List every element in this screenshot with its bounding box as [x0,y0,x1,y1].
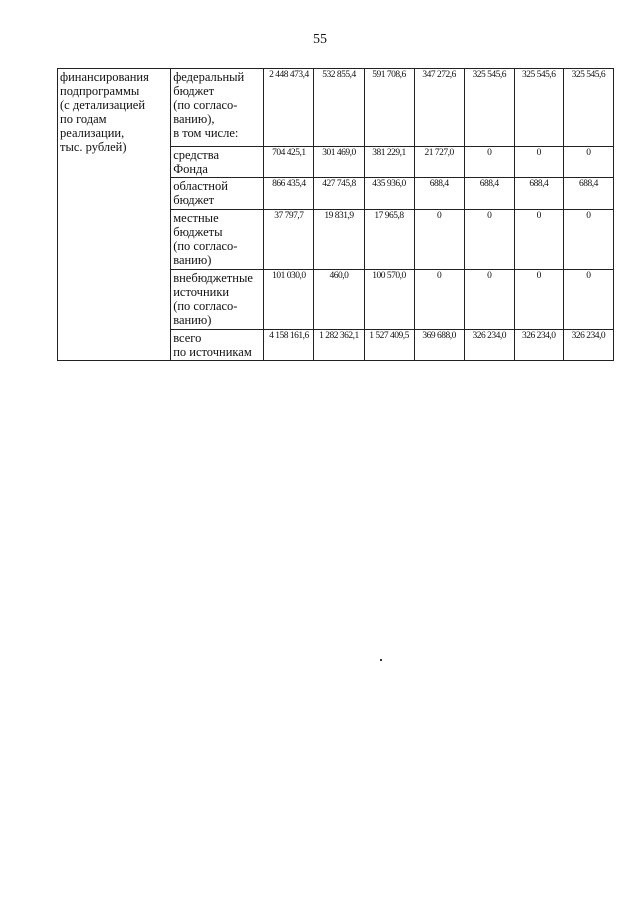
source-cell [171,330,264,361]
value-cell: 0 [464,210,514,270]
source-line: ванию) [173,253,212,267]
source-line: федеральный [173,70,245,84]
source-line: средства [173,148,220,162]
value-cell: 1 527 409,5 [364,330,414,361]
source-line: ванию), [173,112,215,126]
row-header-line: финансирования [60,70,149,84]
value-cell: 325 545,6 [563,69,613,147]
source-line: (по согласо- [173,98,238,112]
value-cell: 688,4 [414,178,464,210]
row-header-cell [58,69,171,361]
value-cell: 301 469,0 [314,147,364,178]
value-cell: 4 158 161,6 [264,330,314,361]
value-cell: 326 234,0 [464,330,514,361]
source-line: областной [173,179,228,193]
source-line: бюджет [173,193,215,207]
value-cell: 100 570,0 [364,270,414,330]
value-cell: 1 282 362,1 [314,330,364,361]
value-cell: 0 [563,270,613,330]
value-cell: 347 272,6 [414,69,464,147]
value-cell: 0 [514,210,563,270]
source-cell [171,210,264,270]
table-row [58,69,614,147]
source-line: всего [173,331,202,345]
value-cell: 0 [514,147,563,178]
value-cell: 326 234,0 [563,330,613,361]
value-cell: 460,0 [314,270,364,330]
value-cell: 101 030,0 [264,270,314,330]
value-cell: 0 [563,147,613,178]
value-cell: 591 708,6 [364,69,414,147]
row-header-line: по годам [60,112,107,126]
source-line: (по согласо- [173,299,238,313]
value-cell: 37 797,7 [264,210,314,270]
row-header-line: тыс. рублей) [60,140,127,154]
value-cell: 532 855,4 [314,69,364,147]
value-cell: 866 435,4 [264,178,314,210]
source-line: (по согласо- [173,239,238,253]
row-header-line: (с детализацией [60,98,146,112]
value-cell: 0 [414,270,464,330]
source-cell [171,69,264,147]
value-cell: 688,4 [464,178,514,210]
value-cell: 19 831,9 [314,210,364,270]
financing-table [57,68,614,361]
source-cell [171,270,264,330]
source-cell [171,147,264,178]
value-cell: 0 [414,210,464,270]
source-line: местные [173,211,219,225]
value-cell: 2 448 473,4 [264,69,314,147]
source-cell [171,178,264,210]
value-cell: 325 545,6 [464,69,514,147]
value-cell: 704 425,1 [264,147,314,178]
row-header-line: реализации, [60,126,125,140]
value-cell: 427 745,8 [314,178,364,210]
source-line: бюджет [173,84,215,98]
value-cell: 0 [464,270,514,330]
scan-speck [380,659,382,661]
value-cell: 435 936,0 [364,178,414,210]
value-cell: 21 727,0 [414,147,464,178]
value-cell: 688,4 [514,178,563,210]
value-cell: 381 229,1 [364,147,414,178]
value-cell: 0 [514,270,563,330]
source-line: внебюджетные [173,271,253,285]
source-line: бюджеты [173,225,223,239]
value-cell: 325 545,6 [514,69,563,147]
source-line: ванию) [173,313,212,327]
row-header-line: подпрограммы [60,84,140,98]
page-number: 55 [313,32,327,47]
value-cell: 0 [563,210,613,270]
value-cell: 369 688,0 [414,330,464,361]
source-line: Фонда [173,162,208,176]
value-cell: 0 [464,147,514,178]
value-cell: 326 234,0 [514,330,563,361]
value-cell: 17 965,8 [364,210,414,270]
value-cell: 688,4 [563,178,613,210]
source-line: источники [173,285,230,299]
source-line: в том числе: [173,126,239,140]
source-line: по источникам [173,345,252,359]
